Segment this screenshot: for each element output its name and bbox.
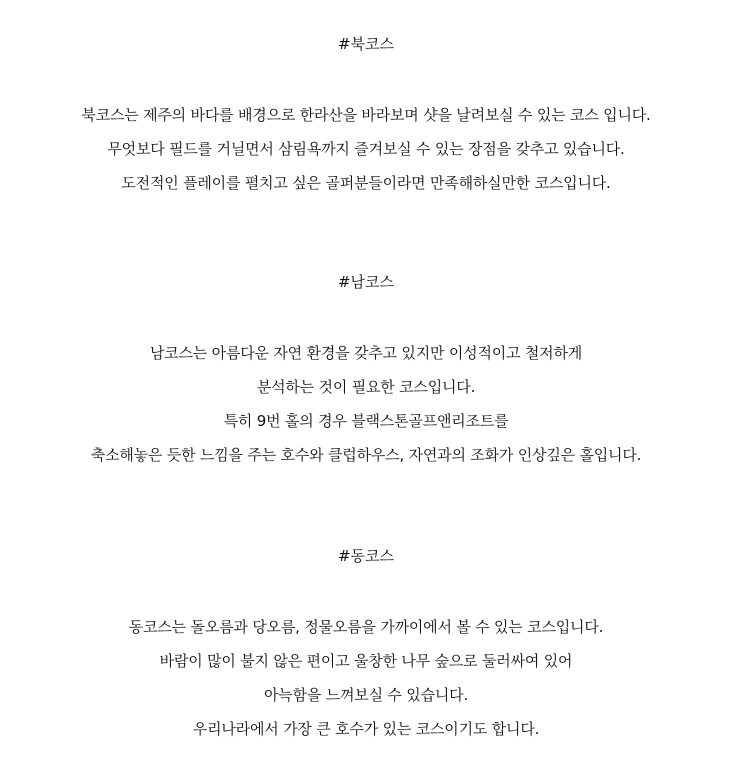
description-line: 무엇보다 필드를 거닐면서 삼림욕까지 즐겨보실 수 있는 장점을 갖추고 있습니다.	[107, 140, 625, 158]
description-line: 축소해놓은 듯한 느낌을 주는 호수와 클럽하우스, 자연과의 조화가 인상깊은 홀입니다.	[90, 446, 642, 464]
south-course-title: #남코스	[337, 273, 395, 291]
south-course-description	[0, 336, 732, 472]
north-course-section	[0, 34, 732, 200]
north-course-description	[0, 98, 732, 200]
east-course-title: #동코스	[337, 547, 395, 565]
description-line: 우리나라에서 가장 큰 호수가 있는 코스이기도 합니다.	[192, 720, 540, 738]
east-course-section	[0, 546, 732, 746]
description-line: 도전적인 플레이를 펼치고 싶은 골퍼분들이라면 만족해하실만한 코스입니다.	[121, 174, 611, 192]
description-line: 북코스는 제주의 바다를 배경으로 한라산을 바라보며 샷을 날려보실 수 있는 코스 입니다.	[81, 106, 651, 124]
description-line: 특히 9번 홀의 경우 블랙스톤골프앤리조트를	[223, 412, 509, 430]
description-line: 분석하는 것이 필요한 코스입니다.	[256, 378, 476, 396]
north-course-title: #북코스	[337, 35, 395, 53]
south-course-section	[0, 272, 732, 472]
description-line: 동코스는 돌오름과 당오름, 정물오름을 가까이에서 볼 수 있는 코스입니다.	[128, 618, 604, 636]
description-line: 아늑함을 느껴보실 수 있습니다.	[263, 686, 469, 704]
description-line: 바람이 많이 불지 않은 편이고 울창한 나무 숲으로 둘러싸여 있어	[159, 652, 573, 670]
description-line: 남코스는 아름다운 자연 환경을 갖추고 있지만 이성적이고 철저하게	[149, 344, 583, 362]
east-course-description	[0, 610, 732, 746]
